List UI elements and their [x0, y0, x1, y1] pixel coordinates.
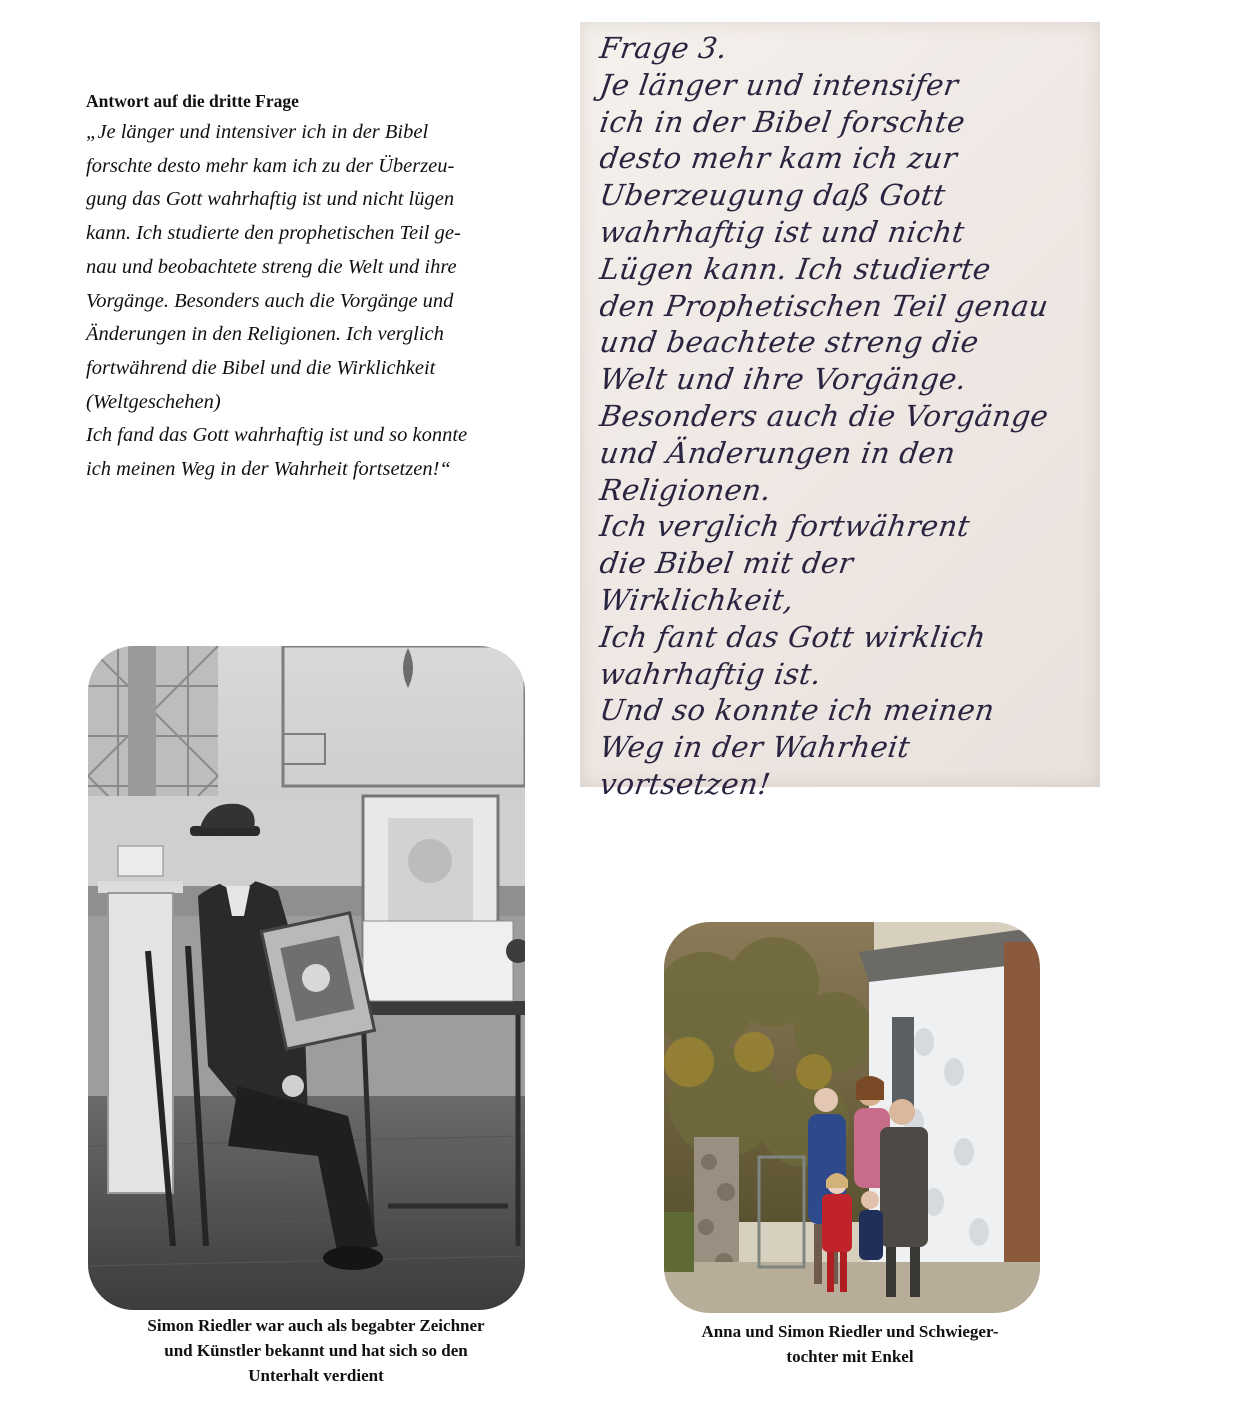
letter-line: Ich verglich fortwährent	[597, 509, 973, 544]
artist-photo-caption	[96, 1313, 536, 1388]
quote-line: Änderungen in den Religionen. Ich verglich	[86, 323, 444, 346]
letter-line: Frage 3.	[597, 31, 730, 65]
caption-line: und Künstler bekannt und hat sich so den	[164, 1341, 468, 1360]
quote-line: „Je länger und intensiver ich in der Bibel	[86, 121, 429, 143]
letter-lines	[597, 30, 1100, 803]
letter-line: wahrhaftig ist und nicht	[597, 214, 967, 249]
family-photo	[664, 922, 1040, 1313]
artist-photo	[88, 646, 525, 1310]
quote-line: Vorgänge. Besonders auch die Vorgänge und	[86, 289, 454, 312]
quote-line: gung das Gott wahrhaftig ist und nicht lügen	[86, 188, 455, 211]
artist-photo-image	[88, 646, 525, 1310]
letter-line: Lügen kann. Ich studierte	[597, 251, 994, 286]
letter-line: Wirklichkeit,	[597, 582, 797, 617]
answer-block	[86, 90, 562, 487]
caption-line: Unterhalt verdient	[248, 1366, 384, 1385]
caption-line: Simon Riedler war auch als begabter Zeichner	[147, 1316, 485, 1335]
letter-line: Welt und ihre Vorgänge.	[597, 362, 969, 397]
quote-line: (Weltgeschehen)	[86, 390, 221, 413]
quote-line: forschte desto mehr kam ich zu der Überzeu-	[86, 154, 455, 177]
caption-line: Anna und Simon Riedler und Schwieger-	[701, 1322, 999, 1341]
quote-line: nau und beobachtete streng die Welt und ihre	[86, 255, 457, 278]
letter-line: die Bibel mit der	[597, 546, 856, 581]
letter-line: ich in der Bibel forschte	[597, 104, 968, 139]
quote-line: kann. Ich studierte den prophetischen Teil ge-	[86, 222, 461, 245]
letter-line: Je länger und intensifer	[597, 67, 961, 102]
quote-line: fortwährend die Bibel und die Wirklichkeit	[86, 356, 436, 379]
letter-line: und beachtete streng die	[597, 325, 981, 360]
answer-heading: Antwort auf die dritte Frage	[86, 91, 299, 111]
letter-line: und Änderungen in den	[597, 435, 958, 470]
letter-line: Uberzeugung daß Gott	[597, 178, 948, 213]
letter-line: Und so konnte ich meinen	[597, 693, 997, 728]
family-photo-image	[664, 922, 1040, 1313]
family-photo-caption	[640, 1319, 1060, 1369]
letter-line: Ich fant das Gott wirklich	[597, 619, 989, 654]
answer-quote	[86, 116, 562, 487]
letter-line: Religionen.	[597, 472, 774, 507]
letter-line: Weg in der Wahrheit	[597, 730, 913, 765]
caption-line: tochter mit Enkel	[786, 1347, 914, 1366]
letter-line: den Prophetischen Teil genau	[597, 288, 1051, 323]
handwritten-letter	[580, 22, 1100, 801]
letter-line: wahrhaftig ist.	[597, 656, 824, 691]
letter-line: vortsetzen!	[597, 766, 773, 801]
quote-line: ich meinen Weg in der Wahrheit fortsetzen!“	[86, 458, 451, 481]
letter-line: Besonders auch die Vorgänge	[597, 398, 1051, 433]
quote-line: Ich fand das Gott wahrhaftig ist und so konnte	[86, 424, 468, 447]
letter-line: desto mehr kam ich zur	[597, 141, 960, 176]
